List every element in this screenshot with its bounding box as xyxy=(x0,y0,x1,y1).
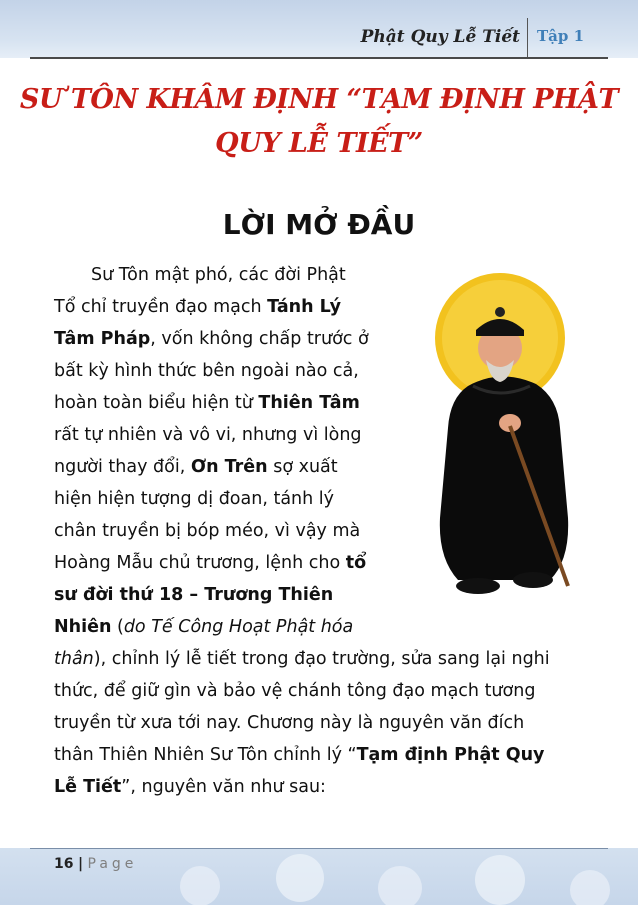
chapter-title-line-2: QUY LỄ TIẾT” xyxy=(215,128,423,159)
page-number-footer xyxy=(54,856,137,872)
paragraph-line: sư đời thứ 18 – Trương Thiên xyxy=(54,585,334,605)
paragraph-line: thân), chỉnh lý lễ tiết trong đạo trường, sửa sang lại nghi xyxy=(54,649,550,669)
master-portrait-image xyxy=(418,268,608,618)
paragraph-line: hoàn toàn biểu hiện từ Thiên Tâm xyxy=(54,393,360,413)
flower-shape xyxy=(570,870,610,905)
paragraph-line: thân Thiên Nhiên Sư Tôn chỉnh lý “Tạm định Phật Quy xyxy=(54,745,545,765)
page-label: Page xyxy=(87,856,138,872)
chapter-title-line-1: SƯ TÔN KHÂM ĐỊNH “TẠM ĐỊNH PHẬT xyxy=(19,84,619,115)
volume-label: Tập 1 xyxy=(537,27,585,45)
book-title: Phật Quy Lễ Tiết xyxy=(360,27,520,47)
paragraph-line: truyền từ xưa tới nay. Chương này là nguyên văn đích xyxy=(54,713,525,733)
paragraph-line: Lễ Tiết”, nguyên văn như sau: xyxy=(54,777,326,797)
left-shoe xyxy=(456,578,500,594)
right-shoe xyxy=(513,572,553,588)
paragraph-line: Sư Tôn mật phó, các đời Phật xyxy=(91,265,346,285)
paragraph-line: Nhiên (do Tế Công Hoạt Phật hóa xyxy=(54,617,354,637)
flower-shape xyxy=(378,866,422,905)
paragraph-line: rất tự nhiên và vô vi, nhưng vì lòng xyxy=(54,425,362,445)
flower-shape xyxy=(180,866,220,905)
paragraph-line: người thay đổi, Ơn Trên sợ xuất xyxy=(54,457,338,477)
paragraph-line: Tâm Pháp, vốn không chấp trước ở xyxy=(54,329,369,349)
paragraph-line: Hoàng Mẫu chủ trương, lệnh cho tổ xyxy=(54,553,367,573)
header-separator xyxy=(527,18,528,58)
flower-shape xyxy=(276,854,324,902)
flower-shape xyxy=(475,855,525,905)
paragraph-line: thức, để giữ gìn và bảo vệ chánh tông đạo mạch tương xyxy=(54,681,536,701)
paragraph-line: bất kỳ hình thức bên ngoài nào cả, xyxy=(54,361,359,381)
paragraph-line: chân truyền bị bóp méo, vì vậy mà xyxy=(54,521,361,541)
header-divider xyxy=(30,57,608,59)
footer-divider xyxy=(30,848,608,849)
page-number: 16 xyxy=(54,856,74,872)
hat-knob xyxy=(495,307,505,317)
robe xyxy=(440,376,568,580)
paragraph-line: Tổ chỉ truyền đạo mạch Tánh Lý xyxy=(54,297,342,317)
section-heading: LỜI MỞ ĐẦU xyxy=(222,208,416,241)
paragraph-line: hiện hiện tượng dị đoan, tánh lý xyxy=(54,489,335,509)
page-separator: | xyxy=(77,856,84,872)
